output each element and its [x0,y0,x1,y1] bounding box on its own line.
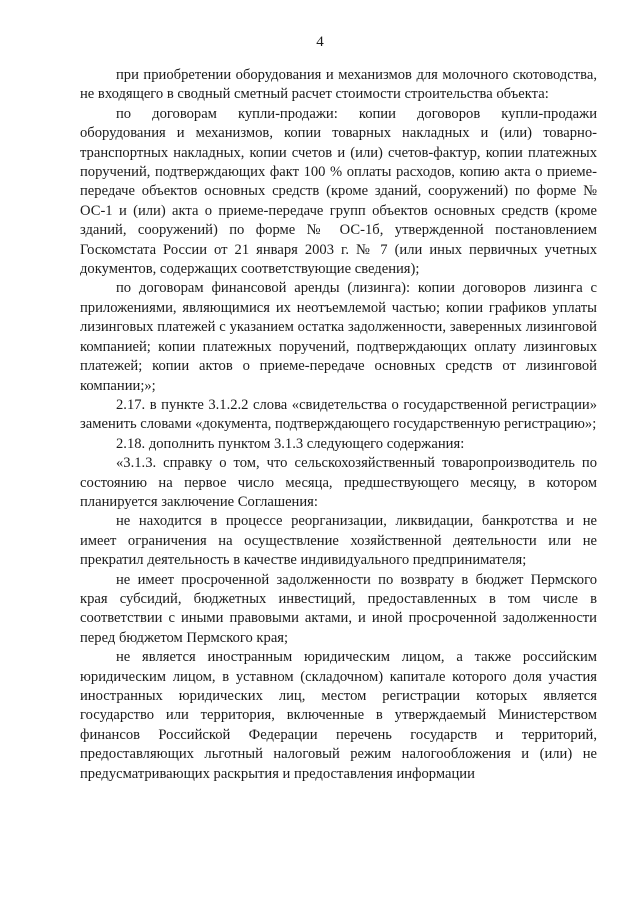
paragraph-sale-contracts: по договорам купли-продажи: копии договоров купли-продажи оборудования и механизмов, копии товарных накладных и (или) товарно-транспортных накладных, копии счетов и (или) счетов-фактур, копии платежных поручений, подтверждающих факт 100 % оплаты расходов, копию акта о приеме-передаче объектов основных средств (кроме зданий, сооружений) по форме № ОС-1 и (или) акта о приеме-передаче групп объектов основных средств (кроме зданий, сооружений) по форме № ОС-1б, утвержденной постановлением Госкомстата России от 21 января 2003 г. № 7 (или иных первичных учетных документов, содержащих соответствующие сведения); [80,105,597,278]
paragraph-equipment-purchase: при приобретении оборудования и механизмов для молочного скотоводства, не входящего в сводный сметный расчет стоимости строительства объекта: [80,67,597,103]
paragraph-item-3-1-3: «3.1.3. справку о том, что сельскохозяйственный товаропроизводитель по состоянию на первое число месяца, предшествующего месяцу, в котором планируется заключение Соглашения: [80,455,597,510]
paragraph-item-2-17: 2.17. в пункте 3.1.2.2 слова «свидетельства о государственной регистрации» заменить словами «документа, подтверждающего государственную регистрацию»; [80,396,597,433]
paragraph-not-foreign-entity: не является иностранным юридическим лицом, а также российским юридическим лицом, в уставном (складочном) капитале которого доля участия иностранных юридических лиц, местом регистрации которых является государство или территория, включенные в утверждаемый Министерством финансов Российской Федерации перечень государств и территорий, предоставляющих льготный налоговый режим налогообложения и (или) не предусматривающих раскрытия и предоставления информации [80,649,597,782]
paragraph-no-overdue-debt: не имеет просроченной задолженности по возврату в бюджет Пермского края субсидий, бюджетных инвестиций, предоставленных в том числе в соответствии с иными правовыми актами, и иной просроченной задолженности перед бюджетом Пермского края; [80,571,597,646]
paragraph-no-reorganization: не находится в процессе реорганизации, ликвидации, банкротства и не имеет ограничения на осуществление хозяйственной деятельности или не прекратил деятельность в качестве индивидуального предпринимателя; [80,513,597,569]
document-body [80,66,597,784]
paragraph-item-2-18: 2.18. дополнить пунктом 3.1.3 следующего содержания: [116,435,465,452]
page-number: 4 [316,34,324,50]
paragraph-leasing-contracts: по договорам финансовой аренды (лизинга): копии договоров лизинга с приложениями, являющимися их неотъемлемой частью; копии графиков уплаты лизинговых платежей с указанием остатка задолженности, заверенных лизинговой компанией; копии платежных поручений, подтверждающих оплату лизинговых платежей; копии актов о приеме-передаче основных средств от лизинговой компании;»; [80,280,597,394]
